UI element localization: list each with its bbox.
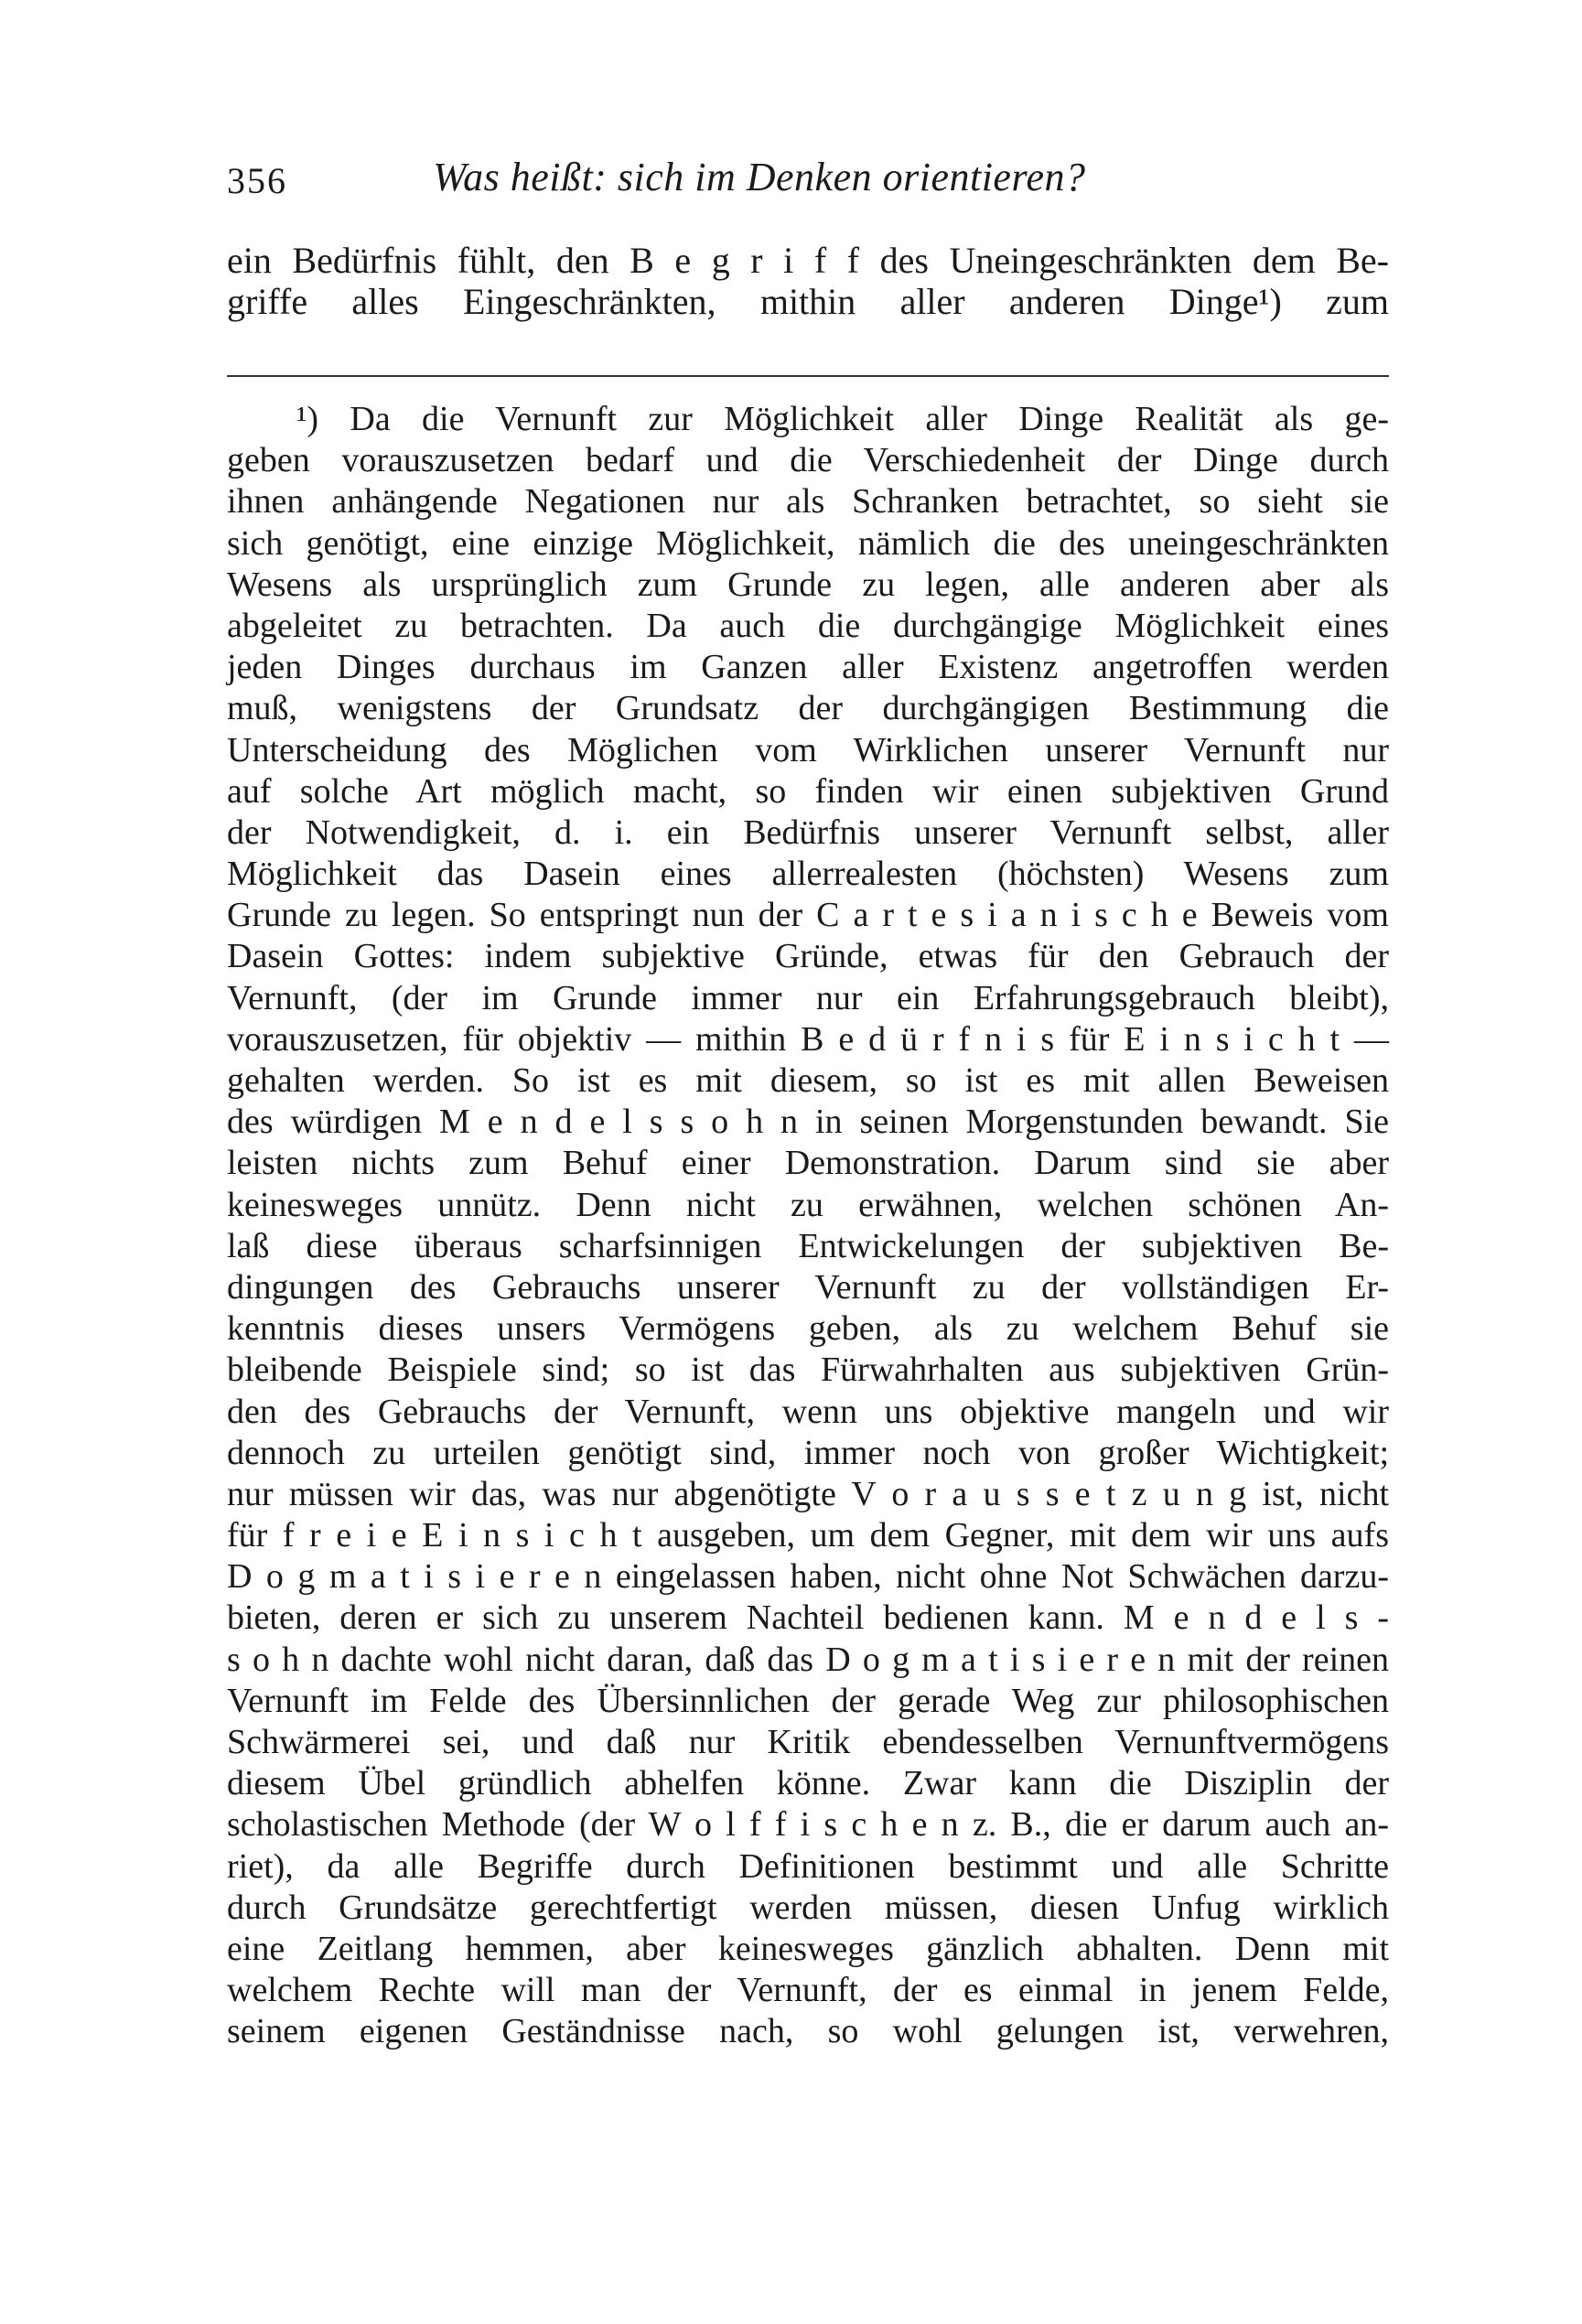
footnote-line: bleibende Beispiele sind; so ist das Fürwahrhalten aus subjektiven Grün- (227, 1350, 1389, 1390)
footnote-line: scholastischen Methode (der W o l f f i s c h e n z. B., die er darum auch an- (227, 1805, 1389, 1845)
footnote-line: dennoch zu urteilen genötigt sind, immer noch von großer Wichtigkeit; (227, 1433, 1389, 1472)
footnote-line: den des Gebrauchs der Vernunft, wenn uns objektive mangeln und wir (227, 1392, 1389, 1431)
footnote-line: bieten, deren er sich zu unserem Nachteil bedienen kann. M e n d e l s - (227, 1598, 1389, 1638)
footnote-line: Schwärmerei sei, und daß nur Kritik ebendesselben Vernunftvermögens (227, 1723, 1389, 1761)
footnote-line: Vernunft im Felde des Übersinnlichen der gerade Weg zur philosophischen (227, 1681, 1389, 1720)
footnote-line: des würdigen M e n d e l s s o h n in seinen Morgenstunden bewandt. Sie (227, 1103, 1389, 1142)
footnote-line: dingungen des Gebrauchs unserer Vernunft zu der vollständigen Er- (227, 1267, 1389, 1307)
footnote-line: leisten nichts zum Behuf einer Demonstration. Darum sind sie aber (227, 1144, 1389, 1183)
footnote-line: durch Grundsätze gerechtfertigt werden müssen, diesen Unfug wirklich (227, 1888, 1389, 1927)
footnote-line: kenntnis dieses unsers Vermögens geben, als zu welchem Behuf sie (227, 1309, 1389, 1349)
footnote-line: D o g m a t i s i e r e n eingelassen haben, nicht ohne Not Schwächen darzu- (227, 1557, 1389, 1597)
footnote-line: Wesens als ursprünglich zum Grunde zu legen, alle anderen aber als (227, 565, 1389, 604)
footnote-line: abgeleitet zu betrachten. Da auch die durchgängige Möglichkeit eines (227, 606, 1389, 645)
footnote-separator-rule (227, 375, 1389, 377)
footnote-line: s o h n dachte wohl nicht daran, daß das D o g m a t i s i e r e n mit der reinen (227, 1640, 1389, 1679)
footnote-line: muß, wenigstens der Grundsatz der durchgängigen Bestimmung die (227, 689, 1389, 728)
footnote-line: jeden Dinges durchaus im Ganzen aller Existenz angetroffen werden (227, 648, 1389, 687)
footnote-line: eine Zeitlang hemmen, aber keinesweges gänzlich abhalten. Denn mit (227, 1929, 1389, 1968)
page-header (227, 154, 1389, 209)
footnote-line: ¹) Da die Vernunft zur Möglichkeit aller Dinge Realität als ge- (296, 400, 1389, 438)
text-line: griffe alles Eingeschränkten, mithin aller anderen Dinge¹) zum (227, 281, 1389, 322)
footnote-line: laß diese überaus scharfsinnigen Entwickelungen der subjektiven Be- (227, 1226, 1389, 1265)
footnote-line: nur müssen wir das, was nur abgenötigte V o r a u s s e t z u n g ist, nicht (227, 1474, 1389, 1513)
footnote-line: geben vorauszusetzen bedarf und die Verschiedenheit der Dinge durch (227, 441, 1389, 480)
main-text (227, 240, 1389, 322)
footnote (227, 399, 1389, 2053)
footnote-line: keinesweges unnütz. Denn nicht zu erwähnen, welchen schönen An- (227, 1185, 1389, 1224)
footnote-line: auf solche Art möglich macht, so finden wir einen subjektiven Grund (227, 771, 1389, 811)
running-title: Was heißt: sich im Denken orientieren? (433, 155, 1086, 199)
page-number: 356 (227, 160, 287, 201)
footnote-line: Grunde zu legen. So entspringt nun der C a r t e s i a n i s c h e Beweis vom (227, 896, 1389, 935)
footnote-line: vorauszusetzen, für objektiv — mithin B e d ü r f n i s für E i n s i c h t — (227, 1019, 1389, 1059)
text-line: ein Bedürfnis fühlt, den B e g r i f f des Uneingeschränkten dem Be- (227, 240, 1389, 281)
footnote-line: ihnen anhängende Negationen nur als Schranken betrachtet, so sieht sie (227, 482, 1389, 522)
footnote-line: für f r e i e E i n s i c h t ausgeben, um dem Gegner, mit dem wir uns aufs (227, 1516, 1389, 1555)
footnote-line: Dasein Gottes: indem subjektive Gründe, etwas für den Gebrauch der (227, 937, 1389, 976)
footnote-line: Unterscheidung des Möglichen vom Wirklichen unserer Vernunft nur (227, 730, 1389, 769)
footnote-line: der Notwendigkeit, d. i. ein Bedürfnis unserer Vernunft selbst, aller (227, 812, 1389, 852)
footnote-line: Vernunft, (der im Grunde immer nur ein Erfahrungsgebrauch bleibt), (227, 978, 1389, 1017)
footnote-line: Möglichkeit das Dasein eines allerrealesten (höchsten) Wesens zum (227, 855, 1389, 894)
footnote-line: sich genötigt, eine einzige Möglichkeit, nämlich die des uneingeschränkten (227, 523, 1389, 563)
footnote-line: welchem Rechte will man der Vernunft, der es einmal in jenem Felde, (227, 1971, 1389, 2010)
footnote-line: seinem eigenen Geständnisse nach, so wohl gelungen ist, verwehren, (227, 2012, 1389, 2051)
footnote-line: riet), da alle Begriffe durch Definitionen bestimmt und alle Schritte (227, 1846, 1389, 1886)
footnote-line: diesem Übel gründlich abhelfen könne. Zwar kann die Disziplin der (227, 1764, 1389, 1803)
footnote-line: gehalten werden. So ist es mit diesem, so ist es mit allen Beweisen (227, 1061, 1389, 1100)
